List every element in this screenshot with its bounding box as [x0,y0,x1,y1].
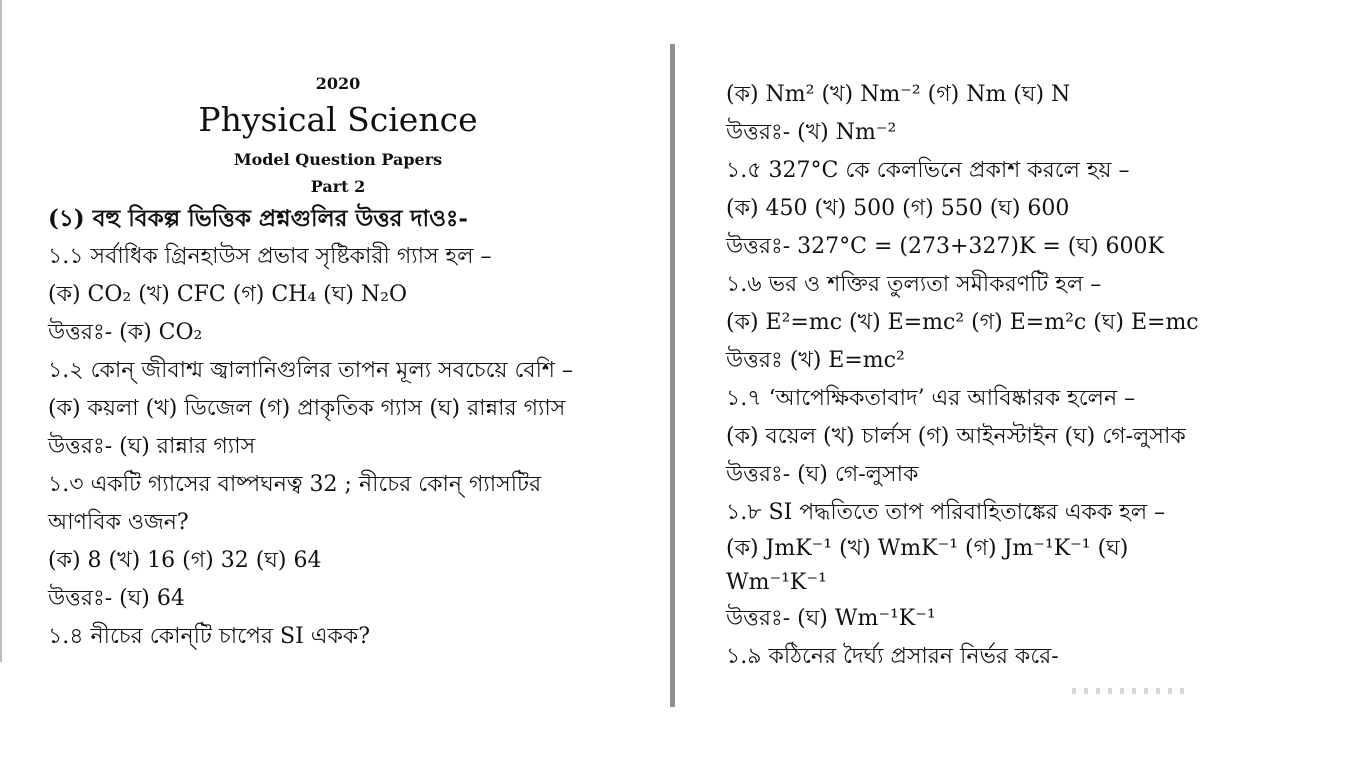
options-1-1: (ক) CO₂ (খ) CFC (গ) CH₄ (ঘ) N₂O [48,282,408,307]
options-1-8: (ক) JmK⁻¹ (খ) WmK⁻¹ (গ) Jm⁻¹K⁻¹ (ঘ) [726,536,1129,561]
answer-1-6: উত্তরঃ (খ) E=mc² [726,348,905,373]
subtitle: Model Question Papers [233,150,443,169]
year-heading: 2020 [315,74,361,93]
left-column [48,200,628,656]
question-1-6: ১.৬ ভর ও শক্তির তুল্যতা সমীকরণটি হল – [726,272,1102,297]
page-title: Physical Science [198,100,478,139]
options-1-4: (ক) Nm² (খ) Nm⁻² (গ) Nm (ঘ) N [726,82,1071,107]
answer-1-8: উত্তরঃ- (ঘ) Wm⁻¹K⁻¹ [726,606,936,631]
question-1-3: ১.৩ একটি গ্যাসের বাষ্পঘনত্ব 32 ; নীচের কোন্ গ্যাসটির [48,472,542,497]
question-1-9: ১.৯ কঠিনের দৈর্ঘ্য প্রসারন নির্ভর করে- [726,644,1059,669]
section-heading: (১) বহু বিকল্প ভিত্তিক প্রশ্নগুলির উত্তর দাওঃ- [48,205,468,232]
question-1-1: ১.১ সর্বাধিক গ্রিনহাউস প্রভাব সৃষ্টিকারী গ্যাস হল – [48,244,492,269]
question-1-8: ১.৮ SI পদ্ধতিতে তাপ পরিবাহিতাঙ্কের একক হল – [726,500,1166,525]
question-1-7: ১.৭ ‘আপেক্ষিকতাবাদ’ এর আবিষ্কারক হলেন – [726,386,1136,411]
column-divider [670,44,675,707]
page-left-border [0,0,2,662]
answer-1-2: উত্তরঃ- (ঘ) রান্নার গ্যাস [48,434,256,459]
question-1-3-cont: আণবিক ওজন? [48,510,189,535]
right-column [726,76,1306,676]
question-1-4: ১.৪ নীচের কোন্‌টি চাপের SI একক? [48,624,371,649]
answer-1-7: উত্তরঃ- (ঘ) গে-লুসাক [726,462,919,487]
answer-1-1: উত্তরঃ- (ক) CO₂ [48,320,203,345]
options-1-8-cont: Wm⁻¹K⁻¹ [726,570,827,595]
answer-1-4: উত্তরঃ- (খ) Nm⁻² [726,120,897,145]
options-1-7: (ক) বয়েল (খ) চার্লস (গ) আইনস্টাইন (ঘ) গে-লুসাক [726,424,1186,449]
options-1-5: (ক) 450 (খ) 500 (গ) 550 (ঘ) 600 [726,196,1070,221]
part-label: Part 2 [310,177,366,196]
options-1-6: (ক) E²=mc (খ) E=mc² (গ) E=m²c (ঘ) E=mc [726,310,1199,335]
answer-1-5: উত্তরঃ- 327°C = (273+327)K = (ঘ) 600K [726,234,1164,259]
faded-text-fragment [1072,688,1192,694]
answer-1-3: উত্তরঃ- (ঘ) 64 [48,586,185,611]
options-1-3: (ক) 8 (খ) 16 (গ) 32 (ঘ) 64 [48,548,322,573]
question-1-2: ১.২ কোন্ জীবাশ্ম জ্বালানিগুলির তাপন মূল্য সবচেয়ে বেশি – [48,358,573,383]
question-1-5: ১.৫ 327°C কে কেলভিনে প্রকাশ করলে হয় – [726,158,1130,183]
options-1-2: (ক) কয়লা (খ) ডিজেল (গ) প্রাকৃতিক গ্যাস (ঘ) রান্নার গ্যাস [48,396,566,421]
